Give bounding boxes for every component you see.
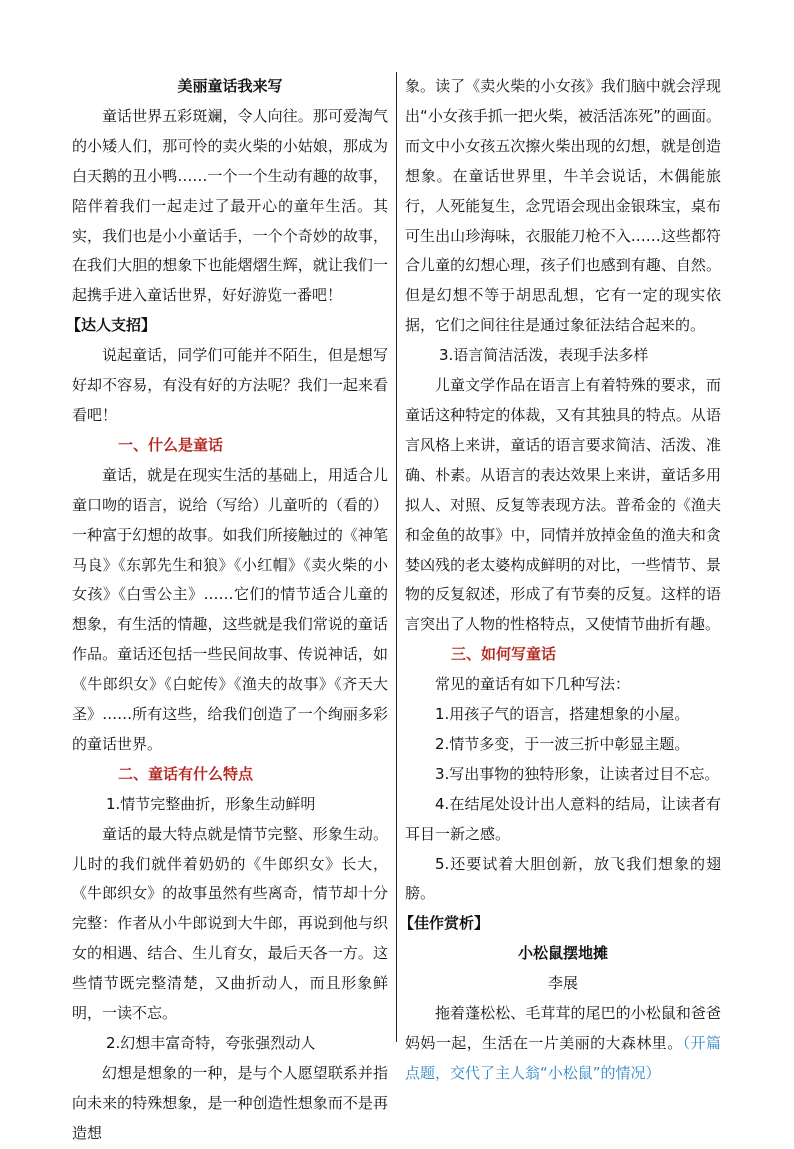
methods-intro: 常见的童话有如下几种写法：	[435, 675, 631, 694]
method-item: 2.情节多变，于一波三折中彰显主题。	[435, 734, 690, 753]
essay-title: 小松鼠摆地摊	[517, 944, 608, 963]
section2-heading: 二、童话有什么特点	[118, 764, 254, 783]
point3-heading: 3.语言简洁活泼，表现手法多样	[439, 346, 649, 365]
tips-paragraph: 说起童话，同学们可能并不陌生，但是想写好却不容易，有没有好的方法呢？我们一起来看看吧！	[72, 346, 388, 424]
tips-heading: 【达人支招】	[66, 316, 157, 335]
article-title: 美丽童话我来写	[177, 77, 283, 95]
essay-author: 李展	[547, 974, 578, 993]
right-column	[399, 72, 721, 1082]
essay-text: 拖着蓬松松、毛茸茸的尾巴的小松鼠和爸爸妈妈一起，生活在一片美丽的大森林里。	[405, 1004, 721, 1052]
method-item: 5.还要试着大胆创新，放飞我们想象的翅膀。	[405, 854, 721, 903]
essay-paragraph	[405, 999, 721, 1089]
method-item: 1.用孩子气的语言，搭建想象的小屋。	[435, 705, 690, 724]
point1-heading: 1.情节完整曲折，形象生动鲜明	[106, 794, 316, 813]
left-column	[66, 72, 388, 1142]
section1-heading: 一、什么是童话	[118, 435, 224, 454]
section3-heading: 三、如何写童话	[451, 645, 557, 664]
essay-annotation: （开篇点题，交代了主人翁“小松鼠”的情况）	[405, 1034, 721, 1082]
point2-heading: 2.幻想丰富奇特，夸张强烈动人	[106, 1034, 316, 1052]
point3-paragraph: 儿童文学作品在语言上有着特殊的要求，而童话这种特定的体裁，又有其独具的特点。从语言风格上来讲，童话的语言要求简洁、活泼、准确、朴素。从语言的表达效果上来讲，童话多用拟人、对照、反复等表现方法。普希金的《渔夫和金鱼的故事》中，同情并放掉金鱼的渔夫和贪婪凶残的老太婆构成鲜明的对比，一些情节、景物的反复叙述，形成了有节奏的反复。这样的语言突出了人物的性格特点，又使情节曲折有趣。	[405, 376, 721, 634]
intro-paragraph: 童话世界五彩斑斓，令人向往。那可爱淘气的小矮人们，那可怜的卖火柴的小姑娘，那成为白天鹅的丑小鸭……一个一个生动有趣的故事，陪伴着我们一起走过了最开心的童年生活。其实，我们也是小小童话手，一个个奇妙的故事，在我们大胆的想象下也能熠熠生辉，就让我们一起携手进入童话世界，好好游览一番吧！	[72, 106, 388, 305]
continued-paragraph: 象。读了《卖火柴的小女孩》我们脑中就会浮现出“小女孩手抓一把火柴，被活活冻死”的画面。而文中小女孩五次擦火柴出现的幻想，就是创造想象。在童话世界里，牛羊会说话，木偶能旅行，人死能复生，念咒语会现出金银珠宝，桌布可生出山珍海味，衣服能刀枪不入……这些都符合儿童的幻想心理，孩子们也感到有趣、自然。但是幻想不等于胡思乱想，它有一定的现实依据，它们之间往往是通过象征法结合起来的。	[405, 77, 721, 335]
appreciation-heading: 【佳作赏析】	[399, 914, 490, 933]
column-divider	[396, 72, 397, 1042]
method-item: 4.在结尾处设计出人意料的结局，让读者有耳目一新之感。	[405, 794, 721, 843]
section1-paragraph: 童话，就是在现实生活的基础上，用适合儿童口吻的语言，说给（写给）儿童听的（看的）一种富于幻想的故事。如我们所接触过的《神笔马良》《东郭先生和狼》《小红帽》《卖火柴的小女孩》《白雪公主》……它们的情节适合儿童的想象，有生活的情趣，这些就是我们常说的童话作品。童话还包括一些民间故事、传说神话，如《牛郎织女》《白蛇传》《渔夫的故事》《齐天大圣》……所有这些，给我们创造了一个绚丽多彩的童话世界。	[72, 465, 388, 753]
method-item: 3.写出事物的独特形象，让读者过目不忘。	[435, 764, 720, 783]
point2-paragraph: 幻想是想象的一种，是与个人愿望联系并指向未来的特殊想象，是一种创造性想象而不是再造想	[72, 1063, 388, 1142]
point1-paragraph: 童话的最大特点就是情节完整、形象生动。儿时的我们就伴着奶奶的《牛郎织女》长大，《牛郎织女》的故事虽然有些离奇，情节却十分完整：作者从小牛郎说到大牛郎，再说到他与织女的相遇、结合、生儿育女，最后天各一方。这些情节既完整清楚，又曲折动人，而且形象鲜明，一读不忘。	[72, 824, 388, 1023]
